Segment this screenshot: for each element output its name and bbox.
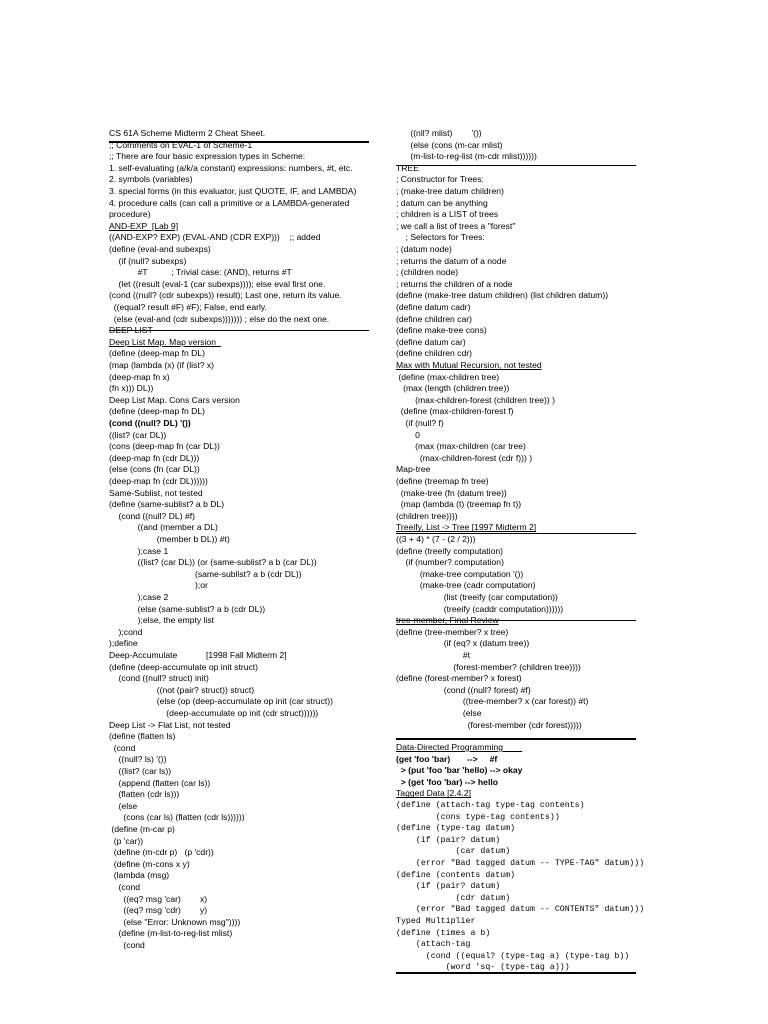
text-line: Deep List Map. Map version: [109, 336, 221, 347]
text-line: 4. procedure calls (can call a primitive or a LAMBDA-generated: [109, 197, 350, 208]
divider-treeify: [396, 533, 636, 534]
divider-tree: [396, 165, 636, 166]
text-line: (flatten (cdr ls))): [109, 789, 180, 800]
text-line: (attach-tag: [396, 940, 471, 950]
text-line: (lambda (msg): [109, 870, 170, 881]
text-line: (define make-tree cons): [396, 325, 487, 336]
text-line: );case 1: [109, 545, 169, 556]
text-line: (define (m-car p): [109, 824, 175, 834]
text-line: (cond: [109, 882, 141, 892]
text-line: (deep-map fn x): [109, 371, 170, 382]
text-line: (make-tree (fn (datum tree)): [396, 487, 507, 498]
text-line: (else: [396, 708, 482, 718]
text-line: ((and (member a DL): [109, 522, 218, 533]
text-line: (define (type-tag datum): [396, 824, 516, 834]
text-line: ; (make-tree datum children): [396, 186, 504, 196]
text-line: (define (eval-and subexps): [109, 244, 211, 254]
text-line: (treeify (caddr computation)))))): [396, 603, 564, 614]
text-line: (define (contents datum): [396, 870, 516, 880]
text-line: (cons (car ls) (flatten (cdr ls)))))): [109, 812, 245, 823]
text-line: tree-member, Final Review: [396, 615, 499, 626]
text-line: > (put 'foo 'bar 'hello) --> okay: [396, 765, 523, 776]
text-line: ; Constructor for Trees:: [396, 174, 484, 185]
text-line: (define (m-list-to-reg-list mlist): [109, 928, 233, 939]
text-line: (cond ((null? DL) '()): [109, 418, 191, 428]
text-line: Data-Directed Programming: [396, 742, 523, 752]
text-line: (define datum cadr): [396, 302, 471, 312]
text-line: (define (times a b): [396, 928, 491, 938]
text-line: (if (null? subexps): [109, 255, 187, 266]
text-line: ;; There are four basic expression types in Scheme:: [109, 151, 306, 162]
text-line: (define (max-children tree): [396, 371, 500, 382]
text-line: (if (eq? x (datum tree)): [396, 638, 530, 649]
text-line: 2. symbols (variables): [109, 174, 193, 185]
text-line: ((list? (car DL)): [109, 429, 167, 440]
text-line: Max with Mutual Recursion, not tested: [396, 360, 542, 370]
text-line: (cdr datum): [396, 893, 511, 903]
text-line: #T ; Trivial case: (AND), returns #T: [109, 267, 292, 278]
text-line: (if (null? f): [396, 418, 444, 428]
text-line: (deep-map fn (cdr DL)))))): [109, 476, 208, 486]
text-line: (else (op (deep-accumulate op init (car struct)): [109, 696, 333, 707]
text-line: Treeify, List -> Tree [1997 Midterm 2]: [396, 522, 537, 533]
text-line: ((equal? result #F) #F); False, end early.: [109, 302, 267, 312]
text-line: (if (pair? datum): [396, 882, 501, 892]
text-line: ((eq? msg 'car) x): [109, 893, 208, 904]
text-line: Deep List Map. Cons Cars version: [109, 394, 240, 405]
text-line: (map (lambda (x) (if (list? x): [109, 360, 215, 370]
text-line: (p 'car)): [109, 835, 144, 846]
text-line: (fn x))) DL)): [109, 383, 154, 394]
text-line: (define datum car): [396, 336, 466, 347]
text-line: ((AND-EXP? EXP) (EVAL-AND (CDR EXP))) ;; added: [109, 232, 321, 243]
text-line: ; Selectors for Trees:: [396, 232, 485, 243]
text-line: (forest-member? (children tree)))): [396, 661, 581, 672]
text-line: (define (m-cdr p) (p 'cdr)): [109, 847, 214, 858]
text-line: (map (lambda (t) (treemap fn t)): [396, 499, 522, 510]
text-line: Typed Multiplier: [396, 917, 476, 926]
text-line: (else (cons (fn (car DL)): [109, 464, 200, 475]
text-line: (word 'sq- (type-tag a))): [396, 963, 570, 973]
text-line: (else (same-sublist? a b (cdr DL)): [109, 603, 266, 614]
text-line: (define (tree-member? x tree): [396, 626, 509, 637]
text-line: Deep-Accumulate [1998 Fall Midterm 2]: [109, 650, 287, 660]
divider-title: [109, 141, 369, 143]
text-line: (if (number? computation): [396, 557, 504, 568]
text-line: (error "Bad tagged datum -- TYPE-TAG" datum))): [396, 859, 645, 868]
text-line: TREE: [396, 162, 419, 173]
text-line: (else "Error: Unknown msg")))): [109, 916, 241, 927]
text-line: (max (max-children (car tree): [396, 441, 526, 452]
text-line: (else: [109, 800, 138, 811]
text-line: ((null? ls) '()): [109, 754, 167, 765]
text-line: ((list? (car ls)): [109, 766, 172, 776]
text-line: ; returns the datum of a node: [396, 255, 507, 266]
text-line: (define (forest-member? x forest): [396, 673, 522, 684]
divider-ddp: [396, 738, 636, 740]
text-line: (error "Bad tagged datum -- CONTENTS" datum))): [396, 905, 645, 915]
text-line: ; we call a list of trees a "forest": [396, 220, 516, 231]
text-line: );cond: [109, 626, 143, 637]
text-line: 1. self-evaluating (a/k/a constant) expressions: numbers, #t, etc.: [109, 162, 353, 173]
text-line: (define children cdr): [396, 348, 472, 359]
text-line: (deep-accumulate op init (cdr struct)))))): [109, 708, 319, 718]
divider-bottom: [396, 972, 636, 974]
text-line: 3. special forms (in this evaluator, just QUOTE, IF, and LAMBDA): [109, 186, 357, 196]
text-line: (car datum): [396, 847, 511, 857]
text-line: (cond: [109, 940, 145, 950]
text-line: ((not (pair? struct)) struct): [109, 684, 255, 695]
text-line: (else (eval-and (cdr subexps))))))) ; else do the next one.: [109, 313, 330, 324]
text-line: (max (length (children tree)): [396, 383, 510, 394]
text-line: (cond ((null? (cdr subexps)) result); Last one, return its value.: [109, 290, 342, 301]
text-line: (define (deep-accumulate op init struct): [109, 661, 259, 672]
text-line: Map-tree: [396, 464, 431, 475]
text-line: (if (pair? datum): [396, 835, 501, 845]
text-line: (member b DL)) #t): [109, 534, 230, 544]
text-line: (get 'foo 'bar) --> #f: [396, 753, 498, 764]
text-line: (cond ((null? DL) #f): [109, 510, 195, 521]
text-line: (define (deep-map fn DL): [109, 348, 206, 359]
text-line: (cons type-tag contents)): [396, 812, 560, 822]
text-line: Tagged Data [2.4.2]: [396, 788, 472, 799]
text-line: (define (attach-tag type-tag contents): [396, 801, 585, 810]
text-line: (max-children-forest (children tree)) ): [396, 394, 556, 405]
divider-tree-member: [396, 620, 636, 621]
text-line: (define (m-cons x y): [109, 858, 190, 869]
text-line: (define (make-tree datum children) (list children datum)): [396, 290, 609, 301]
text-line: ((3 + 4) * (7 - (2 / 2))): [396, 534, 476, 544]
text-line: );or: [109, 580, 208, 591]
text-line: (same-sublist? a b (cdr DL)): [109, 568, 302, 579]
text-line: Same-Sublist, not tested: [109, 487, 203, 498]
text-line: (deep-map fn (cdr DL))): [109, 452, 200, 463]
text-line: ; (datum node): [396, 244, 452, 254]
text-line: (forest-member (cdr forest))))): [396, 719, 582, 730]
text-line: AND-EXP [Lab 9]: [109, 220, 179, 231]
text-line: Deep List -> Flat List, not tested: [109, 719, 231, 730]
text-line: (define (same-sublist? a b DL): [109, 499, 225, 510]
text-line: (cond ((equal? (type-tag a) (type-tag b)): [396, 951, 630, 961]
text-line: (define (max-children-forest f): [396, 406, 514, 417]
text-line: );case 2: [109, 592, 169, 602]
text-line: (let ((result (eval-1 (car subexps)))); else eval first one.: [109, 278, 326, 289]
text-line: ;; Comments on EVAL-1 of Scheme-1: [109, 139, 253, 150]
text-line: (cond: [109, 742, 136, 753]
text-line: ; (children node): [396, 267, 459, 278]
text-line: ; datum can be anything: [396, 197, 488, 208]
text-line: );else, the empty list: [109, 615, 215, 626]
text-line: (make-tree (cadr computation): [396, 580, 536, 591]
text-line: (m-list-to-reg-list (m-cdr mlist)))))): [396, 151, 537, 162]
text-line: (cond ((null? forest) #f): [396, 684, 531, 695]
text-line: DEEP LIST: [109, 325, 153, 336]
text-line: ; returns the children of a node: [396, 278, 513, 289]
text-line: ; children is a LIST of trees: [396, 209, 499, 220]
text-line: (list (treeify (car computation)): [396, 592, 558, 602]
text-line: (cons (deep-map fn (car DL)): [109, 441, 220, 452]
text-line: ((nll? mlist) '()): [396, 128, 482, 138]
text-line: procedure): [109, 209, 151, 220]
text-line: );define: [109, 638, 138, 649]
text-line: > (get 'foo 'bar) --> hello: [396, 776, 498, 787]
text-line: (define (treemap fn tree): [396, 476, 489, 486]
text-line: (define (deep-map fn DL): [109, 406, 206, 417]
text-line: ((eq? msg 'cdr) y): [109, 905, 208, 916]
text-line: (make-tree computation '()): [396, 568, 524, 579]
text-line: (else (cons (m-car mlist): [396, 139, 503, 150]
text-line: (cond ((null? struct) init): [109, 673, 209, 684]
text-line: ((tree-member? x (car forest)) #t): [396, 696, 589, 707]
text-line: ((list? (car DL)) (or (same-sublist? a b (car DL)): [109, 557, 317, 568]
text-line: (children tree)))): [396, 510, 458, 521]
text-line: CS 61A Scheme Midterm 2 Cheat Sheet.: [109, 128, 266, 138]
text-line: (append (flatten (car ls)): [109, 777, 211, 788]
text-line: (define children car): [396, 313, 472, 324]
text-line: (max-children-forest (cdr f))) ): [396, 452, 533, 463]
text-line: (define (flatten ls): [109, 731, 176, 742]
text-line: 0: [396, 429, 420, 440]
divider-and-exp: [109, 330, 369, 331]
text-line: #t: [396, 650, 471, 660]
text-line: (define (treeify computation): [396, 545, 503, 556]
